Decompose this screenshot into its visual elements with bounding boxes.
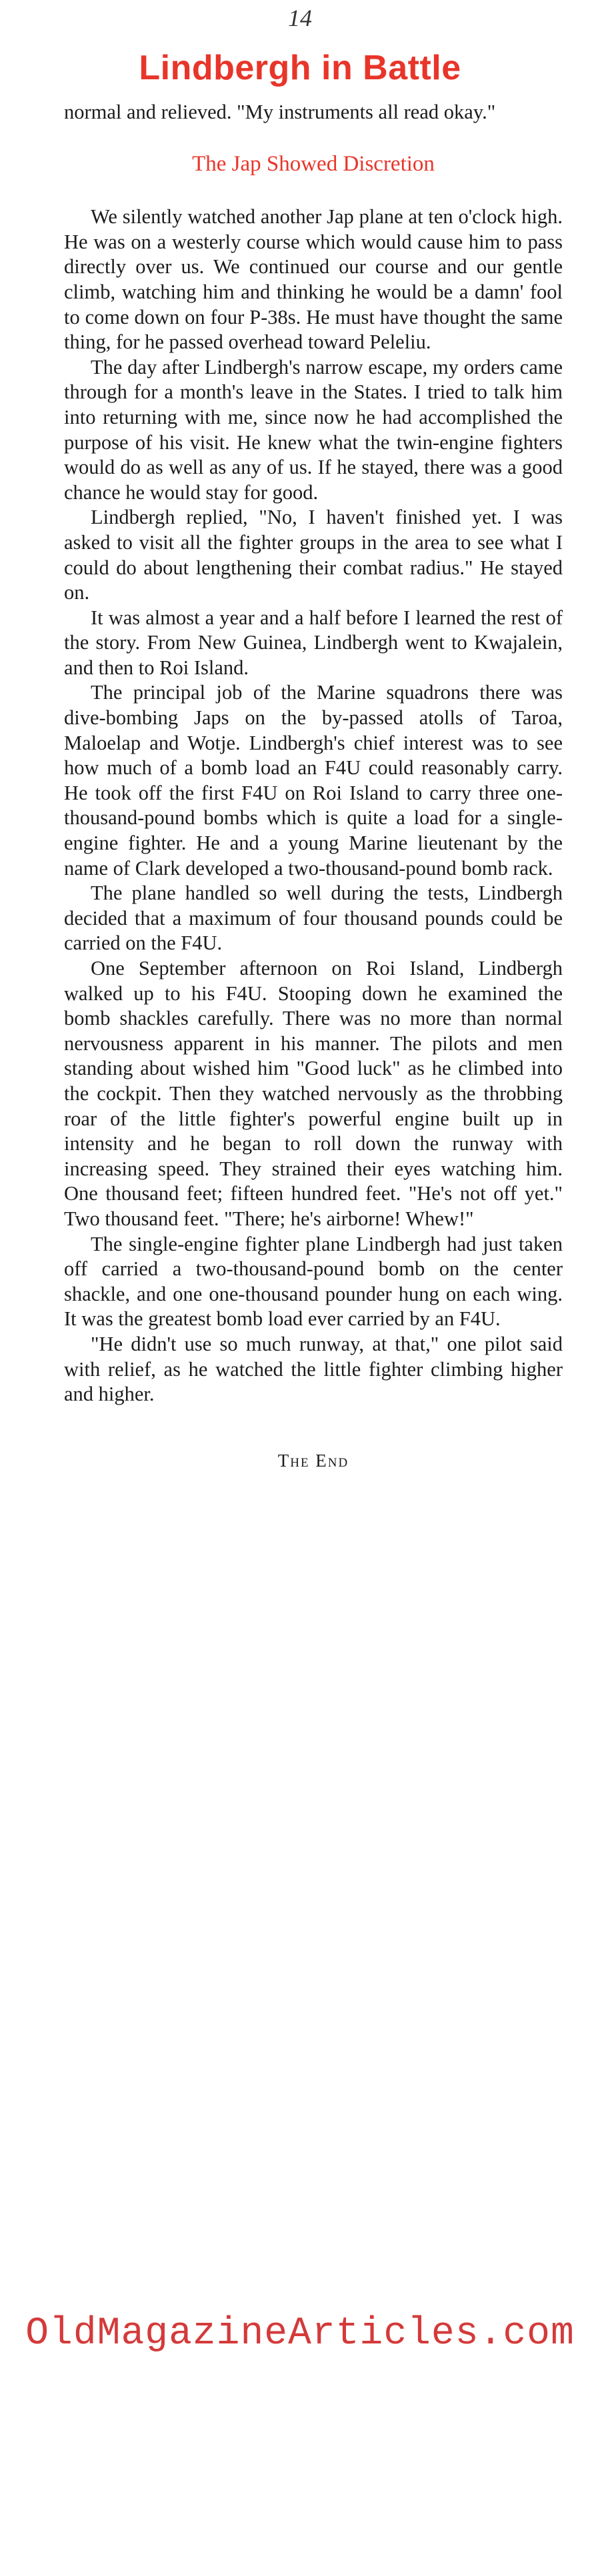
paragraph-8: The single-engine fighter plane Lindbergh had just taken off carried a two-thousand-pound bomb on the center shackle, and one one-thousand pounder hung on each wing. It was the greatest bomb load ever carried by an F4U. (64, 1232, 563, 1331)
lead-paragraph: normal and relieved. "My instruments all read okay." (64, 101, 496, 123)
paragraph-9: "He didn't use so much runway, at that," one pilot said with relief, as he watched the little fighter climbing higher and higher. (64, 1332, 563, 1406)
article-body (64, 100, 563, 1473)
section-subhead: The Jap Showed Discretion (192, 151, 435, 176)
paragraph-2: The day after Lindbergh's narrow escape, my orders came through for a month's leave in the States. I tried to talk him into returning with me, since now he had accomplished the purpose of his visit. He knew what the twin-engine fighters would do as well as any of us. If he stayed, there was a good chance he would stay for good. (64, 355, 563, 504)
paragraph-3: Lindbergh replied, "No, I haven't finished yet. I was asked to visit all the fighter groups in the area to see what I could do about lengthening their combat radius." He stayed on. (64, 506, 563, 604)
paragraph-7: One September afternoon on Roi Island, Lindbergh walked up to his F4U. Stooping down he examined the bomb shackles carefully. There was no more than normal nervousness apparent in his manner. The pilots and men standing about wished him "Good luck" as he climbed into the cockpit. Then they watched nervously as the throbbing roar of the little fighter's powerful engine built up in intensity and he began to roll down the runway with increasing speed. They strained their eyes watching him. One thousand feet; fifteen hundred feet. "He's not off yet." Two thousand feet. "There; he's airborne! Whew!" (64, 957, 563, 1230)
paragraph-1: We silently watched another Jap plane at ten o'clock high. He was on a westerly course which would cause him to pass directly over us. We continued our course and our gentle climb, watching him and thinking he would be a damn' fool to come down on four P-38s. He must have thought the same thing, for he passed overhead toward Peleliu. (64, 205, 563, 354)
paragraph-6: The plane handled so well during the tests, Lindbergh decided that a maximum of four thousand pounds could be carried on the F4U. (64, 882, 563, 955)
page-number: 14 (288, 5, 312, 31)
site-watermark-link[interactable]: OldMagazineArticles.com (25, 2312, 575, 2355)
article-title: Lindbergh in Battle (139, 49, 461, 87)
paragraph-4: It was almost a year and a half before I learned the rest of the story. From New Guinea, Lindbergh went to Kwajalein, and then to Roi Island. (64, 606, 563, 679)
the-end-mark: The End (277, 1450, 349, 1471)
paragraph-5: The principal job of the Marine squadrons there was dive-bombing Japs on the by-passed atolls of Taroa, Maloelap and Wotje. Lindbergh's chief interest was to see how much of a bomb load an F4U could reasonably carry. He took off the first F4U on Roi Island to carry three one-thousand-pound bombs which is quite a load for a single-engine fighter. He and a young Marine lieutenant by the name of Clark developed a two-thousand-pound bomb rack. (64, 681, 563, 880)
